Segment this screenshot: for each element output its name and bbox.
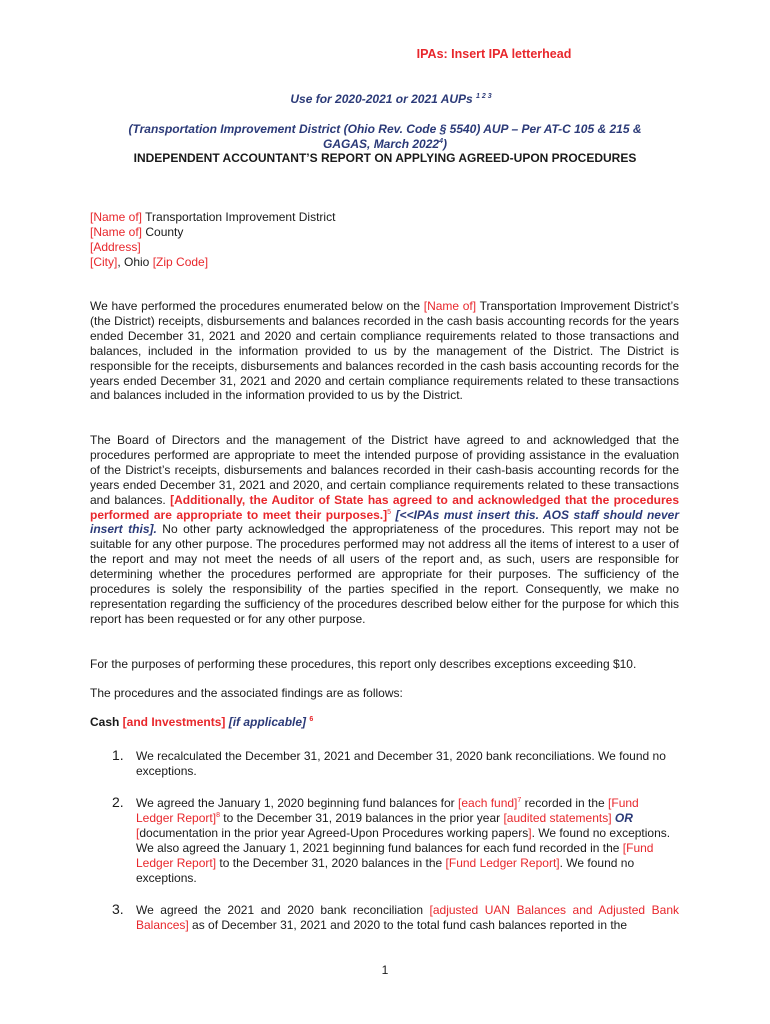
paragraph-exceptions-threshold: For the purposes of performing these procedures, this report only describes exceptions exceeding $10. (90, 657, 637, 671)
report-subtitle: (Transportation Improvement District (Ohio Rev. Code § 5540) AUP – Per AT-C 105 & 215 & GAGAS, March 2022$^4$) (128, 122, 642, 151)
list-item-number: 1. (112, 747, 124, 763)
paragraph-scope: We have performed the procedures enumerated below on the [Name of] Transportation Improvement District’s (the District) receipts, disbursements and balances recorded in the cash basis accounting records for the years ended December 31, 2021 and 2020 and certain compliance requirements related to those transactions and balances, included in the information provided to us by the management of the District. The District is responsible for the receipts, disbursements and balances recorded in the cash basis accounting records for the years ended December 31, 2021 and 2020 and certain compliance requirements related to these transactions and balances included in the information provided to us by the District. (90, 299, 679, 403)
paragraph-acknowledgement: The Board of Directors and the management of the District have agreed to and acknowledged that the procedures performed are appropriate to meet the intended purpose of providing assistance in the evaluation of the District’s receipts, disbursements and balances recorded in their cash-basis accounting records for the years ended December 31, 2021 and 2020, and certain compliance requirements related to these transactions and balances. [Additionally, the Auditor of State has agreed to and acknowledged that the procedures performed are appropriate to meet their purposes.]$^5$ [<<IPAs must insert this. AOS staff should never insert this]. No other party acknowledged the appropriateness of the procedures. This report may not be suitable for any other purpose. The procedures performed may not address all the items of interest to a user of the report and may not meet the needs of all users of the report and, as such, users are responsible for determining whether the procedures performed are appropriate for their purposes. The sufficiency of the procedures is solely the responsibility of the parties specified in the report. Consequently, we make no representation regarding the sufficiency of the procedures described below either for the purpose for which this report has been requested or for any other purpose. (90, 433, 679, 626)
list-item-number: 2. (112, 794, 124, 810)
list-item-text: We recalculated the December 31, 2021 and December 31, 2020 bank reconciliations. We found no exceptions. (136, 749, 666, 778)
footnote-ref: 1 2 3 (476, 93, 492, 100)
use-for-line: Use for 2020-2021 or 2021 AUPs $^{1 2 3}$ (290, 92, 492, 106)
address-line-3: [Address] (90, 240, 141, 254)
list-item-text: We agreed the 2021 and 2020 bank reconciliation [adjusted UAN Balances and Adjusted Bank Balances] as of December 31, 2021 and 2020 to the total fund cash balances reported in the (136, 903, 679, 932)
paragraph-procedures-intro: The procedures and the associated findings are as follows: (90, 686, 403, 700)
list-item-number: 3. (112, 901, 124, 917)
address-line-1: [Name of] Transportation Improvement District (90, 210, 336, 224)
page-number: 1 (381, 963, 389, 977)
letterhead-placeholder: IPAs: Insert IPA letterhead (416, 47, 572, 61)
report-title: INDEPENDENT ACCOUNTANT’S REPORT ON APPLYING AGREED-UPON PROCEDURES (133, 151, 637, 165)
list-item (112, 749, 679, 779)
addressee-block (90, 210, 335, 270)
address-line-2: [Name of] County (90, 225, 184, 239)
address-line-4: [City], Ohio [Zip Code] (90, 255, 209, 269)
list-item-text: We agreed the January 1, 2020 beginning fund balances for [each fund]$^7$ recorded in the [Fund Ledger Report]$^8$ to the December 31, 2019 balances in the prior year [audited statements] OR [documentation in the prior year Agreed-Upon Procedures working papers]. We found no exceptions. We also agreed the January 1, 2021 beginning fund balances for each fund recorded in the [Fund Ledger Report] to the December 31, 2020 balances in the [Fund Ledger Report]. We found no exceptions. (136, 796, 671, 885)
section-heading-cash: Cash [and Investments] [if applicable] $^6$ (90, 715, 314, 729)
list-item (112, 903, 679, 933)
list-item (112, 796, 679, 886)
